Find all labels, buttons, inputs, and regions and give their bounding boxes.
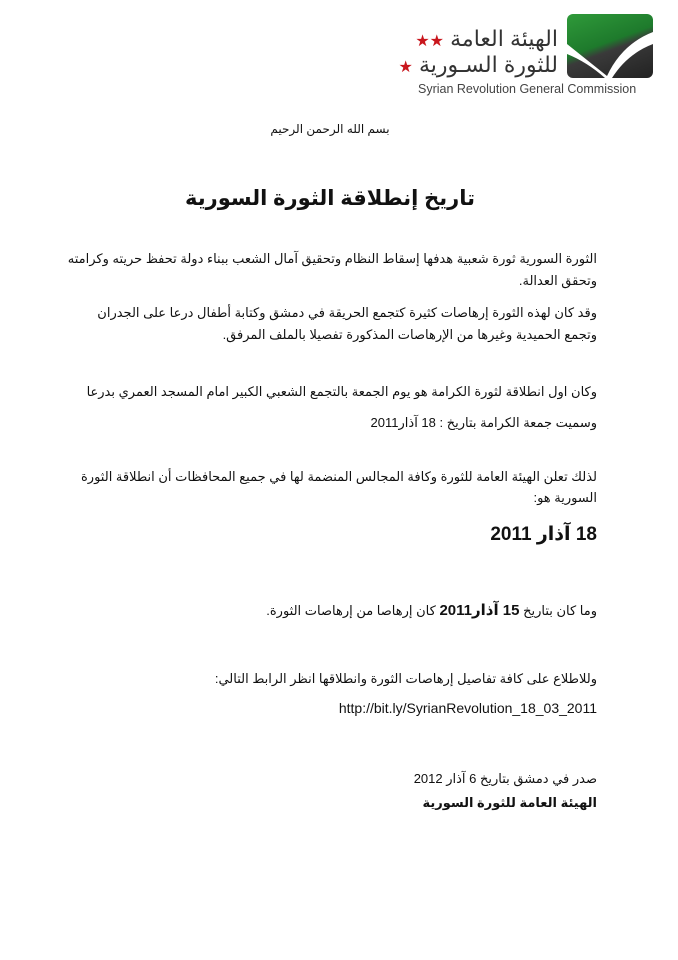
launch-date: 18 آذار 2011	[490, 524, 597, 545]
paragraph-3-line-2: وسميت جمعة الكرامة بتاريخ : 18 آذار2011	[370, 415, 597, 430]
precursor-date: 15 آذار2011	[439, 602, 520, 619]
logo-arabic-line1: الهيئة العامة ★★	[415, 26, 558, 51]
signature: الهيئة العامة للثورة السورية	[422, 795, 597, 810]
issued-date: صدر في دمشق بتاريخ 6 آذار 2012	[413, 771, 597, 786]
document-title: تاريخ إنطلاقة الثورة السورية	[185, 187, 475, 210]
paragraph-5: وما كان بتاريخ 15 آذار2011 كان إرهاصا من إرهاصات الثورة.	[266, 602, 597, 619]
paragraph-6: وللاطلاع على كافة تفاصيل إرهاصات الثورة وانطلاقها انظر الرابط التالي:	[214, 671, 597, 686]
star-icon: ★★	[415, 33, 445, 50]
basmala: بسم الله الرحمن الرحيم	[270, 122, 390, 136]
logo-arabic-line2: للثورة السـورية ★	[398, 52, 558, 77]
paragraph-2-line-1: وقد كان لهذه الثورة إرهاصات كثيرة كتجمع الحريقة في دمشق وكتابة أطفال درعا على الجدران	[97, 305, 597, 320]
star-icon: ★	[398, 59, 413, 76]
paragraph-1-line-2: وتحقق العدالة.	[518, 273, 597, 288]
logo-emblem-icon	[567, 14, 653, 78]
paragraph-1-line-1: الثورة السورية ثورة شعبية هدفها إسقاط النظام وتحقيق آمال الشعب ببناء دولة تحفظ حريته وكرامته	[67, 251, 597, 266]
reference-link[interactable]: http://bit.ly/SyrianRevolution_18_03_2011	[338, 700, 597, 716]
paragraph-3-line-1: وكان اول انطلاقة لثورة الكرامة هو يوم الجمعة بالتجمع الشعبي الكبير امام المسجد العمري بدرعا	[86, 384, 597, 399]
logo-english: Syrian Revolution General Commission	[418, 82, 637, 96]
paragraph-4-line-1: لذلك تعلن الهيئة العامة للثورة وكافة المجالس المنضمة لها في جميع المحافظات أن انطلاقة الثورة	[81, 469, 597, 484]
paragraph-4-line-2: السورية هو:	[533, 490, 597, 505]
paragraph-2-line-2: وتجمع الحميدية وغيرها من الإرهاصات المذكورة تفصيلا بالملف المرفق.	[222, 327, 597, 342]
